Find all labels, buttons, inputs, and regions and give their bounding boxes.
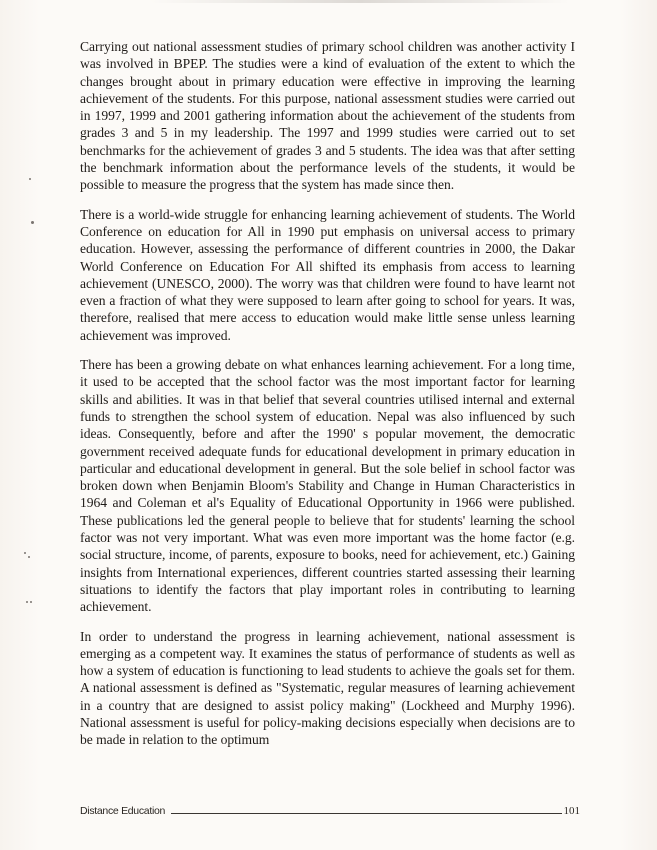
margin-speck: [29, 178, 31, 180]
paragraph-growing-debate: There has been a growing debate on what enhances learning achievement. For a long time, it used to be accepted that the school factor was the most important factor for learning skills and abilities. It was in that belief that several countries utilised internal and external funds to strengthen the school system of education. Nepal was also influenced by such ideas. Consequently, before and after the 1990' s popular movement, the democratic government received adequate funds for educational development in primary education in particular and educational development in general. But the sole belief in school factor was broken down when Benjamin Bloom's Stability and Change in Human Characteristics in 1964 and Coleman et al's Equality of Educational Opportunity in 1966 were published. These publications led the general people to believe that for students' learning the school factor was not very important. What was even more important was the home factor (e.g. social structure, income, of parents, exposure to books, need for achievement, etc.) Gaining insights from International experiences, different countries started assessing their learning situations to identify the factors that play important roles in contributing to learning achievement.: [80, 357, 575, 615]
page-footer: [80, 797, 580, 817]
margin-speck: [28, 556, 30, 558]
paragraph-national-assessment-definition: In order to understand the progress in learning achievement, national assessment is emerging as a competent way. It examines the status of performance of students as well as how a system of education is functioning to lead students to achieve the goals set for them. A national assessment is defined as "Systematic, regular measures of learning achievement in a country that are designed to assist policy making" (Lockheed and Murphy 1996). National assessment is useful for policy-making decisions especially when decisions are to be made in relation to the optimum: [80, 628, 575, 748]
body-text: [80, 38, 575, 761]
paragraph-world-wide-struggle: There is a world-wide struggle for enhancing learning achievement of students. The World Conference on education for All in 1990 put emphasis on universal access to primary education. However, assessing the performance of different countries in 2000, the Dakar World Conference on Education For All shifted its emphasis from access to learning achievement (UNESCO, 2000). The worry was that children were found to have learnt not even a fraction of what they were supposed to learn after going to school for years. It was, therefore, realised that mere access to education would make little sense unless learning achievement was improved.: [80, 206, 575, 343]
margin-speck: [26, 601, 28, 603]
paragraph-national-assessment-studies: Carrying out national assessment studies of primary school children was another activity I was involved in BPEP. The studies were a kind of evaluation of the extent to which the changes brought about in primary education were effective in improving the learning achievement of the students. For this purpose, national assessment studies were carried out in 1997, 1999 and 2001 gathering information about the achievement of the students from grades 3 and 5 in my leadership. The 1997 and 1999 studies were carried out to set benchmarks for the achievement of grades 3 and 5 students. The idea was that after setting the benchmark information about the performance levels of the students, it would be possible to measure the progress that the system has made since then.: [80, 39, 575, 193]
page-number: 101: [563, 805, 580, 817]
page-top-edge-shadow: [150, 0, 570, 3]
margin-speck: [24, 552, 26, 554]
footer-rule: [171, 813, 561, 814]
margin-speck: [31, 221, 34, 224]
footer-publication-title: Distance Education: [80, 805, 166, 817]
margin-speck: [30, 601, 32, 603]
